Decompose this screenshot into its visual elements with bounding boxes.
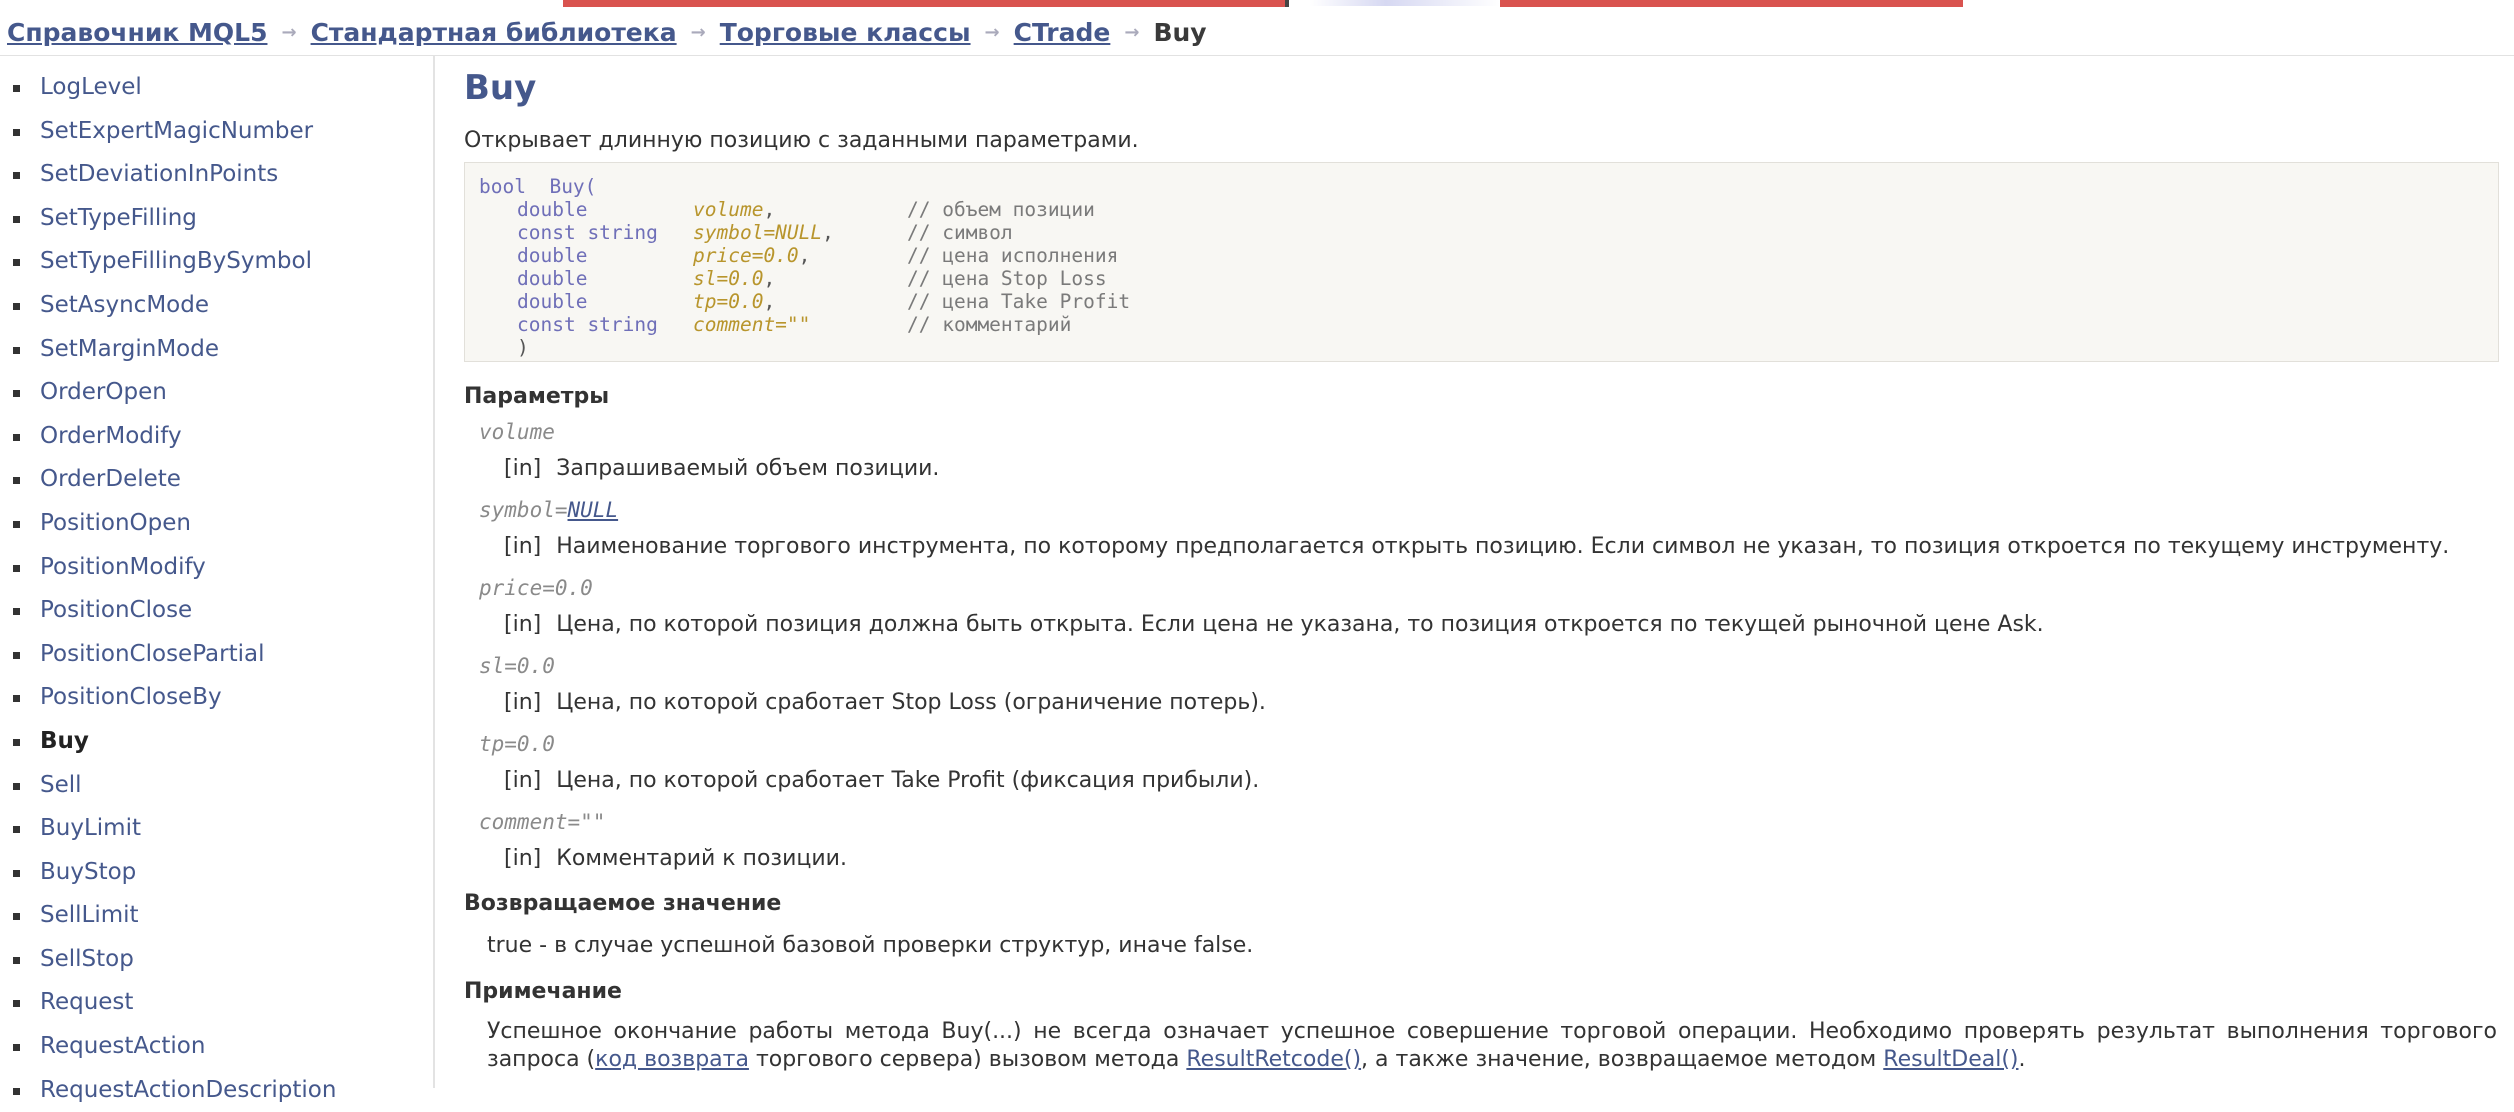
- param-desc-tp: [504, 768, 1259, 793]
- bullet-icon: [13, 783, 20, 790]
- bullet-icon: [13, 85, 20, 92]
- bullet-icon: [13, 565, 20, 572]
- sidebar-item-sellstop[interactable]: [0, 938, 433, 982]
- code-param-type: double: [517, 267, 588, 290]
- return-text: true - в случае успешной базовой проверки структур, иначе false.: [487, 933, 1254, 958]
- breadcrumb-current: Buy: [1153, 17, 1207, 47]
- bullet-icon: [13, 521, 20, 528]
- sidebar-item-label: SellLimit: [40, 902, 139, 929]
- code-param-name: comment="": [693, 313, 811, 336]
- code-param-suffix: ,: [798, 244, 811, 267]
- sidebar-item-label: SellStop: [40, 945, 134, 972]
- sidebar-item-label: SetTypeFillingBySymbol: [40, 248, 312, 275]
- param-name-price: [479, 576, 593, 600]
- top-decor-bar-right: [1500, 0, 1963, 7]
- bullet-icon: [13, 259, 20, 266]
- code-param-suffix: ,: [822, 221, 834, 244]
- sidebar-item-positionclosepartial[interactable]: [0, 633, 433, 677]
- param-desc-comment: [504, 846, 847, 871]
- note-text: [487, 1018, 2497, 1074]
- sidebar-item-setdeviationinpoints[interactable]: [0, 153, 433, 197]
- code-param-suffix: ,: [763, 290, 776, 313]
- breadcrumb: [7, 10, 1207, 54]
- param-desc-text: Цена, по которой сработает Take Profit (фиксация прибыли).: [556, 768, 1260, 793]
- code-param-type: double: [517, 244, 588, 267]
- code-param-type: const string: [517, 313, 658, 336]
- bullet-icon: [13, 913, 20, 920]
- code-comment: // символ: [907, 221, 1013, 244]
- resultretcode-link[interactable]: ResultRetcode(): [1186, 1047, 1362, 1072]
- sidebar-item-settypefilling[interactable]: [0, 197, 433, 241]
- code-param-type: double: [517, 198, 588, 221]
- resultdeal-link[interactable]: ResultDeal(): [1883, 1047, 2019, 1072]
- sidebar-item-setasyncmode[interactable]: [0, 284, 433, 328]
- param-name-sl: [479, 654, 555, 678]
- sidebar-item-requestaction[interactable]: [0, 1025, 433, 1069]
- param-name-text: volume: [479, 420, 555, 444]
- code-comment: // цена Take Profit: [907, 290, 1131, 313]
- sidebar-item-positioncloseby[interactable]: [0, 676, 433, 720]
- breadcrumb-separator-arrow-icon: →: [1124, 21, 1140, 43]
- code-comment: // цена Stop Loss: [907, 267, 1107, 290]
- breadcrumb-separator-arrow-icon: →: [281, 21, 297, 43]
- note-part-2: торгового сервера) вызовом метода: [748, 1047, 1187, 1072]
- sidebar-item-label: OrderOpen: [40, 379, 167, 406]
- null-link[interactable]: NULL: [567, 498, 619, 522]
- bullet-icon: [13, 1000, 20, 1007]
- code-line-signature: [479, 175, 596, 198]
- param-name-text: price=0.0: [479, 576, 593, 600]
- code-param-name: sl=0.0: [693, 267, 764, 290]
- code-return-type: bool: [479, 175, 526, 198]
- sidebar-item-positionclose[interactable]: [0, 589, 433, 633]
- breadcrumb-link-standard-library[interactable]: Стандартная библиотека: [310, 17, 677, 47]
- sidebar-item-positionmodify[interactable]: [0, 546, 433, 590]
- sidebar-item-ordermodify[interactable]: [0, 415, 433, 459]
- param-name-volume: [479, 420, 555, 444]
- code-param-suffix: ,: [763, 267, 776, 290]
- code-param-type: const string: [517, 221, 658, 244]
- param-desc-text: Комментарий к позиции.: [556, 846, 847, 871]
- sidebar-item-label: OrderModify: [40, 422, 182, 449]
- sidebar-list: [0, 66, 433, 1112]
- breadcrumb-link-mql5-reference[interactable]: Справочник MQL5: [7, 17, 268, 47]
- bullet-icon: [13, 216, 20, 223]
- code-block: [464, 162, 2499, 362]
- bullet-icon: [13, 172, 20, 179]
- breadcrumb-separator-arrow-icon: →: [690, 21, 706, 43]
- bullet-icon: [13, 608, 20, 615]
- sidebar-item-label: RequestActionDescription: [40, 1076, 337, 1103]
- param-direction-badge: [in]: [504, 612, 542, 637]
- bullet-icon: [13, 695, 20, 702]
- param-name-text: sl=0.0: [479, 654, 555, 678]
- param-name-text: symbol=: [479, 498, 568, 522]
- sidebar-item-label: PositionOpen: [40, 509, 191, 536]
- params-heading: Параметры: [464, 384, 610, 409]
- intro-text: Открывает длинную позицию с заданными параметрами.: [464, 128, 1139, 153]
- page-title: Buy: [464, 68, 537, 108]
- sidebar-item-positionopen[interactable]: [0, 502, 433, 546]
- param-name-symbol: [479, 498, 618, 522]
- top-decor-logo: [1310, 0, 1500, 6]
- param-direction-badge: [in]: [504, 534, 542, 559]
- param-desc-price: [504, 612, 2044, 637]
- sidebar-item-settypefillingbysymbol[interactable]: [0, 240, 433, 284]
- bullet-icon: [13, 347, 20, 354]
- code-param-suffix: ,: [763, 198, 776, 221]
- param-name-comment: [479, 810, 605, 834]
- param-desc-text: Цена, по которой сработает Stop Loss (ограничение потерь).: [556, 690, 1266, 715]
- sidebar-item-label: SetTypeFilling: [40, 204, 197, 231]
- bullet-icon: [13, 739, 20, 746]
- sidebar-item-label: Buy: [40, 727, 89, 754]
- sidebar-item-request[interactable]: [0, 981, 433, 1025]
- sidebar-item-label: SetAsyncMode: [40, 291, 209, 318]
- param-desc-text: Запрашиваемый объем позиции.: [556, 456, 940, 481]
- code-close-paren: ): [517, 336, 529, 359]
- bullet-icon: [13, 390, 20, 397]
- bullet-icon: [13, 652, 20, 659]
- sidebar-item-label: BuyLimit: [40, 815, 141, 842]
- bullet-icon: [13, 826, 20, 833]
- sidebar-item-label: SetExpertMagicNumber: [40, 117, 314, 144]
- top-decor-bar: [563, 0, 1285, 7]
- sidebar-item-label: OrderDelete: [40, 466, 181, 493]
- note-part-4: .: [2018, 1047, 2026, 1072]
- sidebar-item-label: SetDeviationInPoints: [40, 161, 279, 188]
- param-name-tp: [479, 732, 555, 756]
- param-direction-badge: [in]: [504, 846, 542, 871]
- sidebar-item-orderdelete[interactable]: [0, 458, 433, 502]
- bullet-icon: [13, 1044, 20, 1051]
- param-desc-sl: [504, 690, 1266, 715]
- sidebar-item-label: PositionCloseBy: [40, 684, 222, 711]
- sidebar-item-label: SetMarginMode: [40, 335, 219, 362]
- sidebar-item-buy[interactable]: [0, 720, 433, 764]
- code-comment: // комментарий: [907, 313, 1072, 336]
- bullet-icon: [13, 477, 20, 484]
- code-param-name: price=0.0: [693, 244, 799, 267]
- sidebar-item-label: BuyStop: [40, 858, 137, 885]
- param-direction-badge: [in]: [504, 768, 542, 793]
- sidebar-item-buystop[interactable]: [0, 851, 433, 895]
- param-desc-symbol: [504, 534, 2449, 559]
- param-name-text: comment="": [479, 810, 606, 834]
- param-direction-badge: [in]: [504, 456, 542, 481]
- sidebar-item-label: Request: [40, 989, 134, 1016]
- bullet-icon: [13, 434, 20, 441]
- code-comment: // цена исполнения: [907, 244, 1119, 267]
- param-desc-text: Цена, по которой позиция должна быть открыта. Если цена не указана, то позиция откроется по текущей рыночной цене Ask.: [556, 612, 2044, 637]
- code-param-name: volume: [693, 198, 764, 221]
- bullet-icon: [13, 129, 20, 136]
- bullet-icon: [13, 957, 20, 964]
- code-comment: // объем позиции: [907, 198, 1095, 221]
- bullet-icon: [13, 303, 20, 310]
- code-param-name: tp=0.0: [693, 290, 764, 313]
- breadcrumb-link-ctrade[interactable]: CTrade: [1013, 17, 1111, 47]
- main-content: [464, 56, 2504, 1088]
- return-code-link[interactable]: код возврата: [595, 1047, 749, 1072]
- param-desc-text: Наименование торгового инструмента, по которому предполагается открыть позицию. Если символ не указан, то позиция откроется по текущему инструменту.: [556, 534, 2450, 559]
- sidebar-item-requestactiondescription[interactable]: [0, 1069, 433, 1112]
- note-part-1: Успешное окончание работы метода Buy(...) не всегда означает успешное совершение торговой операции. Необходимо проверять результат выполнения торгового запроса (: [487, 1019, 2497, 1072]
- code-function-name: Buy(: [549, 175, 597, 198]
- sidebar-item-label: PositionModify: [40, 553, 206, 580]
- note-heading: Примечание: [464, 979, 622, 1004]
- breadcrumb-link-trade-classes[interactable]: Торговые классы: [719, 17, 971, 47]
- sidebar: [0, 56, 435, 1103]
- param-desc-volume: [504, 456, 939, 481]
- code-param-type: double: [517, 290, 588, 313]
- param-direction-badge: [in]: [504, 690, 542, 715]
- sidebar-item-buylimit[interactable]: [0, 807, 433, 851]
- sidebar-item-label: Sell: [40, 771, 82, 798]
- param-name-text: tp=0.0: [479, 732, 555, 756]
- return-heading: Возвращаемое значение: [464, 891, 782, 916]
- sidebar-item-setexpertmagicnumber[interactable]: [0, 110, 433, 154]
- sidebar-item-label: PositionClosePartial: [40, 640, 265, 667]
- bullet-icon: [13, 1088, 20, 1095]
- sidebar-item-orderopen[interactable]: [0, 371, 433, 415]
- sidebar-item-label: LogLevel: [40, 74, 142, 100]
- breadcrumb-separator-arrow-icon: →: [984, 21, 1000, 43]
- sidebar-item-setmarginmode[interactable]: [0, 328, 433, 372]
- sidebar-item-loglevel[interactable]: [0, 66, 433, 110]
- top-decor-divider: [1285, 0, 1289, 7]
- sidebar-item-label: RequestAction: [40, 1033, 206, 1060]
- code-param-name: symbol=NULL: [693, 221, 823, 244]
- sidebar-item-selllimit[interactable]: [0, 894, 433, 938]
- note-part-3: , а также значение, возвращаемое методом: [1361, 1047, 1884, 1072]
- sidebar-item-label: PositionClose: [40, 597, 193, 624]
- sidebar-item-sell[interactable]: [0, 764, 433, 808]
- bullet-icon: [13, 870, 20, 877]
